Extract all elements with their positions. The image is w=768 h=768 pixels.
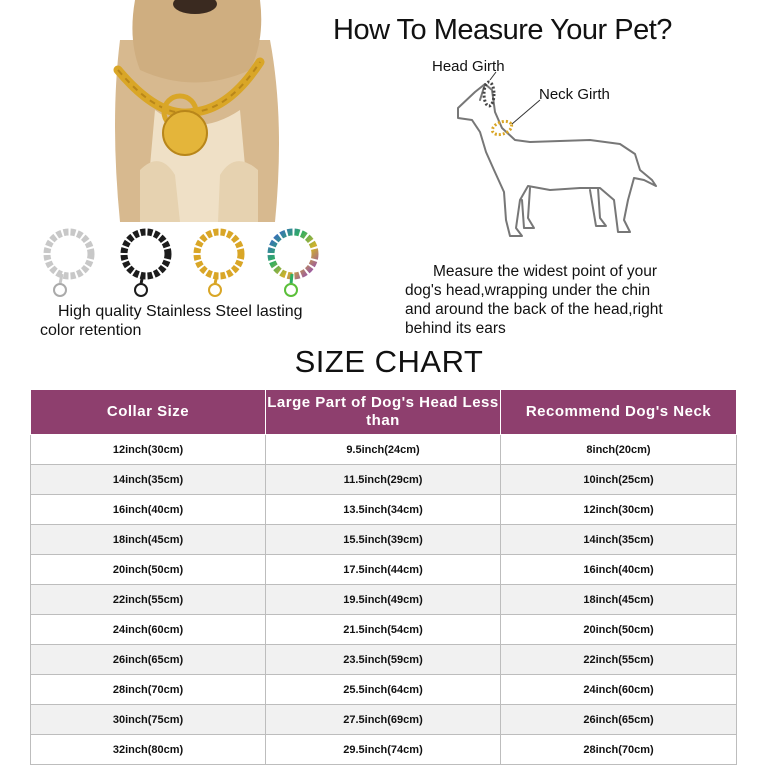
quality-line-2: color retention (40, 322, 142, 339)
dog-wearing-gold-collar-photo (100, 0, 290, 222)
cell-neck-size: 8inch(20cm) (501, 435, 737, 465)
cell-collar-size: 22inch(55cm) (31, 585, 266, 615)
measure-desc-line-1: Measure the widest point of your (433, 263, 658, 280)
table-row (31, 465, 737, 495)
cell-neck-size: 16inch(40cm) (501, 555, 737, 585)
cell-neck-size: 26inch(65cm) (501, 705, 737, 735)
cell-collar-size: 20inch(50cm) (31, 555, 266, 585)
neck-girth-label: Neck Girth (539, 86, 610, 103)
measure-description (405, 262, 725, 338)
rainbow-chain-collar-icon (264, 226, 322, 298)
size-chart-table (30, 389, 737, 765)
cell-head-size: 13.5inch(34cm) (266, 495, 501, 525)
table-header-row (31, 390, 737, 435)
measure-title: How To Measure Your Pet? (333, 14, 672, 46)
table-row (31, 585, 737, 615)
table-row (31, 645, 737, 675)
cell-head-size: 19.5inch(49cm) (266, 585, 501, 615)
cell-collar-size: 16inch(40cm) (31, 495, 266, 525)
table-row (31, 495, 737, 525)
cell-collar-size: 26inch(65cm) (31, 645, 266, 675)
black-chain-collar-icon (117, 226, 175, 298)
table-row (31, 525, 737, 555)
head-girth-label: Head Girth (432, 58, 505, 75)
measure-desc-line-4: behind its ears (405, 320, 506, 337)
measure-desc-line-2: dog's head,wrapping under the chin (405, 282, 651, 299)
cell-collar-size: 28inch(70cm) (31, 675, 266, 705)
cell-collar-size: 24inch(60cm) (31, 615, 266, 645)
cell-neck-size: 24inch(60cm) (501, 675, 737, 705)
header-head-size: Large Part of Dog's Head Less than (266, 390, 501, 435)
header-neck-size: Recommend Dog's Neck (501, 390, 737, 435)
cell-head-size: 17.5inch(44cm) (266, 555, 501, 585)
cell-neck-size: 20inch(50cm) (501, 615, 737, 645)
cell-neck-size: 12inch(30cm) (501, 495, 737, 525)
cell-head-size: 9.5inch(24cm) (266, 435, 501, 465)
cell-neck-size: 22inch(55cm) (501, 645, 737, 675)
quality-description (40, 302, 360, 340)
cell-head-size: 23.5inch(59cm) (266, 645, 501, 675)
cell-collar-size: 30inch(75cm) (31, 705, 266, 735)
header-collar-size: Collar Size (31, 390, 266, 435)
cell-neck-size: 14inch(35cm) (501, 525, 737, 555)
size-chart-title: SIZE CHART (294, 344, 484, 379)
table-row (31, 615, 737, 645)
table-row (31, 555, 737, 585)
cell-head-size: 25.5inch(64cm) (266, 675, 501, 705)
cell-head-size: 21.5inch(54cm) (266, 615, 501, 645)
quality-line-1: High quality Stainless Steel lasting (58, 303, 303, 320)
table-row (31, 735, 737, 765)
table-row (31, 675, 737, 705)
table-row (31, 705, 737, 735)
cell-collar-size: 14inch(35cm) (31, 465, 266, 495)
cell-head-size: 29.5inch(74cm) (266, 735, 501, 765)
cell-head-size: 27.5inch(69cm) (266, 705, 501, 735)
cell-neck-size: 28inch(70cm) (501, 735, 737, 765)
cell-collar-size: 18inch(45cm) (31, 525, 266, 555)
cell-head-size: 11.5inch(29cm) (266, 465, 501, 495)
cell-collar-size: 12inch(30cm) (31, 435, 266, 465)
cell-neck-size: 10inch(25cm) (501, 465, 737, 495)
cell-neck-size: 18inch(45cm) (501, 585, 737, 615)
silver-chain-collar-icon (40, 226, 98, 298)
cell-collar-size: 32inch(80cm) (31, 735, 266, 765)
cell-head-size: 15.5inch(39cm) (266, 525, 501, 555)
dog-measurement-diagram (430, 70, 670, 250)
table-row (31, 435, 737, 465)
measure-desc-line-3: and around the back of the head,right (405, 301, 663, 318)
gold-chain-collar-icon (190, 226, 248, 298)
